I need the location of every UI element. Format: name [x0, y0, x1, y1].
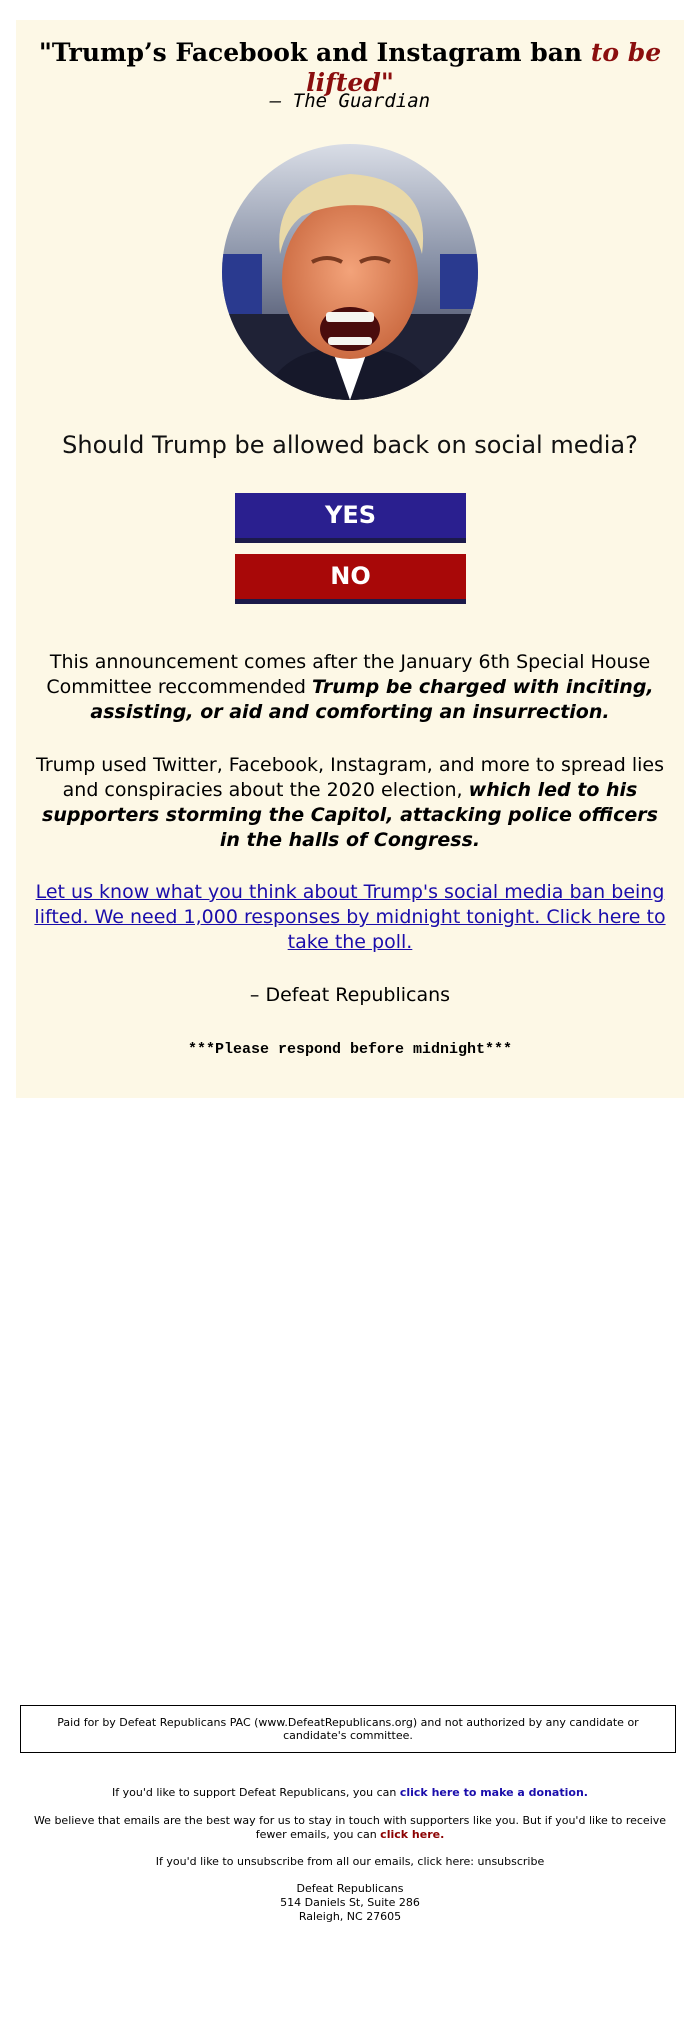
announcement-paragraph	[32, 650, 668, 725]
paid-for-disclaimer	[20, 1705, 676, 1753]
poll-question: Should Trump be allowed back on social media?	[62, 431, 638, 459]
address-city: Raleigh, NC 27605	[298, 1910, 402, 1923]
unsubscribe-line	[20, 1855, 680, 1869]
headline-quote	[16, 38, 684, 98]
unsubscribe-link[interactable]: unsubscribe	[477, 1855, 545, 1868]
support-line	[20, 1786, 680, 1800]
paid-for-text: Paid for by Defeat Republicans PAC (www.DefeatRepublicans.org) and not authorized by any candidate or candidate's committee.	[57, 1716, 639, 1742]
take-poll-link[interactable]: Let us know what you think about Trump's social media ban being lifted. We need 1,000 responses by midnight tonight. Click here to take the poll.	[34, 881, 666, 953]
org-name: Defeat Republicans	[296, 1882, 404, 1895]
deadline-note: ***Please respond before midnight***	[187, 1041, 513, 1058]
headline-quote-text: "Trump’s Facebook and Instagram ban	[38, 38, 591, 67]
social-media-paragraph	[32, 753, 668, 853]
social-media-emphasis: which led to his supporters storming the Capitol, attacking police officers in the halls of Congress.	[42, 779, 658, 851]
support-text: If you'd like to support Defeat Republicans, you can	[112, 1786, 400, 1799]
yes-button[interactable]: YES	[235, 493, 466, 543]
no-button[interactable]: NO	[235, 554, 466, 604]
email-card	[16, 20, 684, 1098]
donate-link[interactable]: click here to make a donation.	[399, 1786, 588, 1799]
fewer-emails-text: We believe that emails are the best way for us to stay in touch with supporters like you. But if you'd like to receive fewer emails, you can	[33, 1814, 667, 1841]
headline-quote-emphasis: to be lifted"	[306, 38, 662, 97]
signoff: – Defeat Republicans	[249, 984, 451, 1006]
unsubscribe-text: If you'd like to unsubscribe from all our emails, click here:	[155, 1855, 478, 1868]
announcement-text: This announcement comes after the January 6th Special House Committee reccommended	[46, 651, 651, 698]
fewer-emails-line	[20, 1814, 680, 1842]
headline-source: – The Guardian	[269, 90, 431, 112]
fewer-emails-link[interactable]: click here.	[380, 1828, 445, 1841]
social-media-text: Trump used Twitter, Facebook, Instagram, and more to spread lies and conspiracies about the 2020 election,	[36, 754, 664, 801]
address-street: 514 Daniels St, Suite 286	[280, 1896, 420, 1909]
announcement-emphasis: Trump be charged with inciting, assisting, or aid and comforting an insurrection.	[90, 676, 654, 723]
trump-photo	[222, 144, 478, 400]
